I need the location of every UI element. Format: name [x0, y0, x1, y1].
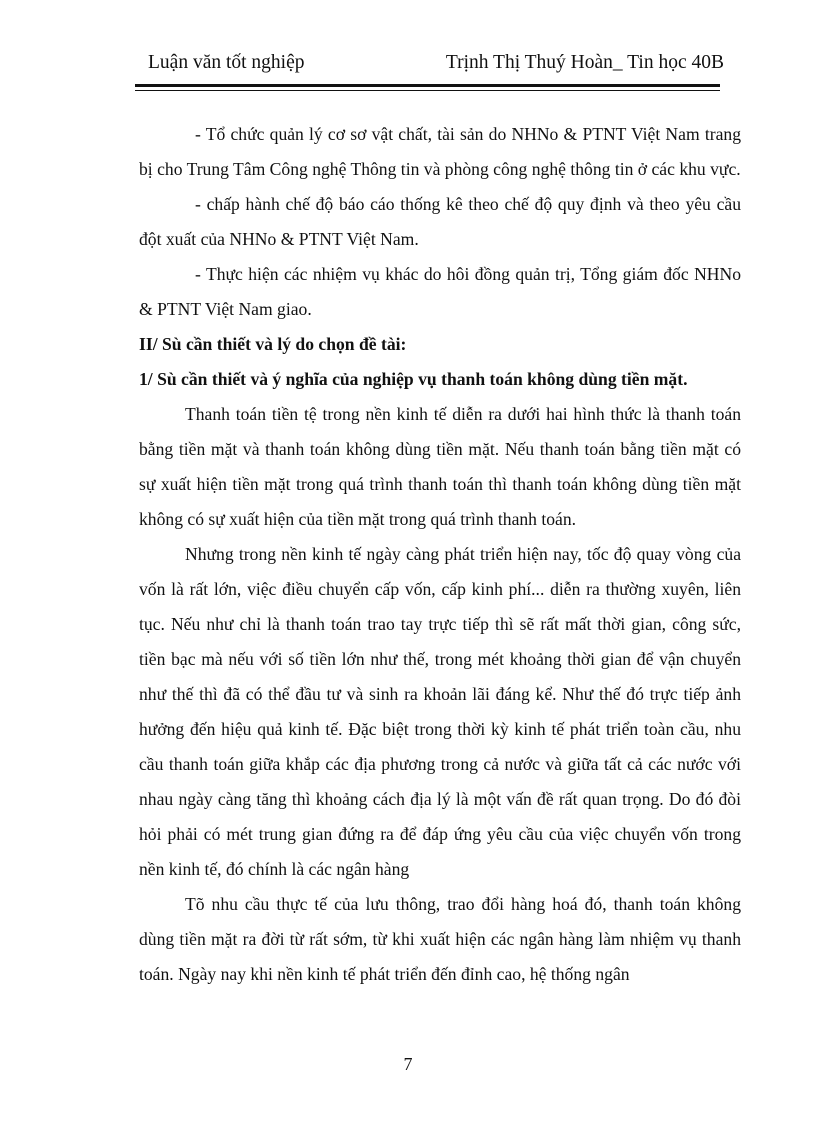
- header-author-name: Trịnh Thị Thuý Hoàn_ Tin học 40B: [445, 52, 724, 73]
- bullet-paragraph-3: - Thực hiện các nhiệm vụ khác do hôi đồng quản trị, Tổng giám đốc NHNo & PTNT Việt Nam giao.: [139, 264, 741, 319]
- body-paragraph-3: Tõ nhu cầu thực tế của lưu thông, trao đổi hàng hoá đó, thanh toán không dùng tiền mặt ra đời từ rất sớm, từ khi xuất hiện các ngân hàng làm nhiệm vụ thanh toán. Ngày nay khi nền kinh tế phát triển đến đỉnh cao, hệ thống ngân: [139, 894, 741, 984]
- header-rule-thin: [135, 90, 720, 91]
- page-number: 7: [403, 1054, 413, 1074]
- bullet-paragraph-2: - chấp hành chế độ báo cáo thống kê theo chế độ quy định và theo yêu cầu đột xuất của NHNo & PTNT Việt Nam.: [139, 194, 741, 249]
- section-heading: II/ Sù cần thiết và lý do chọn đề tài:: [139, 334, 407, 354]
- bullet-paragraph-1: - Tổ chức quản lý cơ sơ vật chất, tài sản do NHNo & PTNT Việt Nam trang bị cho Trung Tâm Công nghệ Thông tin và phòng công nghệ thông tin ở các khu vực.: [139, 124, 741, 179]
- page-header: [148, 52, 726, 82]
- header-thesis-label: Luận văn tốt nghiệp: [148, 52, 305, 73]
- body-paragraph-2: Nhưng trong nền kinh tế ngày càng phát triển hiện nay, tốc độ quay vòng của vốn là rất lớn, việc điều chuyển cấp vốn, cấp kinh phí... diễn ra thường xuyên, liên tục. Nếu như chỉ là thanh toán trao tay trực tiếp thì sẽ rất mất thời gian, công sức, tiền bạc mà nếu với số tiền lớn như thế, trong mét khoảng thời gian để vận chuyển như thế thì đã có thể đầu tư và sinh ra khoản lãi đáng kể. Như thế đó trực tiếp ảnh hưởng đến hiệu quả kinh tế. Đặc biệt trong thời kỳ kinh tế phát triển toàn cầu, nhu cầu thanh toán giữa khắp các địa phương trong cả nước và giữa tất cả các nước với nhau ngày càng tăng thì khoảng cách địa lý là một vấn đề rất quan trọng. Do đó đòi hỏi phải có mét trung gian đứng ra để đáp ứng yêu cầu của việc chuyển vốn trong nền kinh tế, đó chính là các ngân hàng: [139, 544, 741, 879]
- page-body: [139, 117, 741, 992]
- subsection-heading: 1/ Sù cần thiết và ý nghĩa của nghiệp vụ thanh toán không dùng tiền mặt.: [139, 369, 688, 389]
- body-paragraph-1: Thanh toán tiền tệ trong nền kinh tế diễn ra dưới hai hình thức là thanh toán bằng tiền mặt và thanh toán không dùng tiền mặt. Nếu thanh toán bằng tiền mặt có sự xuất hiện tiền mặt trong quá trình thanh toán thì thanh toán không dùng tiền mặt không có sự xuất hiện của tiền mặt trong quá trình thanh toán.: [139, 404, 741, 529]
- header-rule-thick: [135, 84, 720, 87]
